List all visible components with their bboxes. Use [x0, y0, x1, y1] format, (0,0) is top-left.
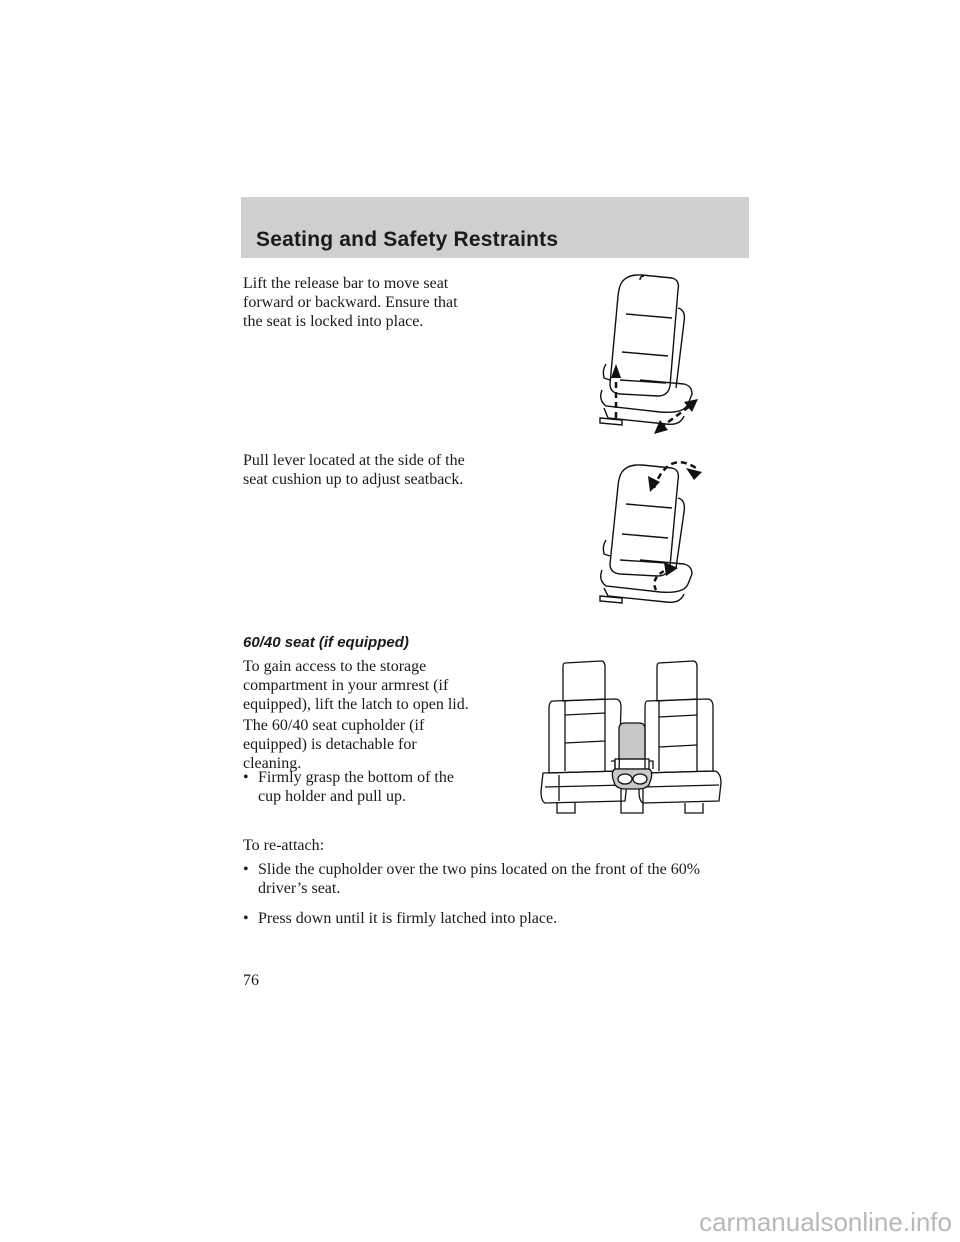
seat-fore-aft-illustration: [580, 268, 700, 438]
paragraph-release-bar: [243, 274, 458, 331]
bullet-marker: •: [243, 910, 249, 927]
paragraph-recline-lever: [243, 451, 465, 489]
text-line: equipped), lift the latch to open lid.: [243, 696, 469, 713]
bullet-marker: •: [243, 769, 249, 786]
text-line: The 60/40 seat cupholder (if: [243, 717, 425, 734]
paragraph-reattach: To re-attach:: [243, 837, 325, 854]
subheading-60-40-seat: 60/40 seat (if equipped): [243, 634, 409, 651]
bench-60-40-illustration: [535, 655, 725, 820]
text-line: cup holder and pull up.: [258, 788, 406, 805]
bullet-text: [258, 860, 700, 898]
text-line: forward or backward. Ensure that: [243, 294, 458, 311]
bullet-text: [258, 768, 454, 806]
text-line: cleaning.: [243, 755, 302, 772]
text-line: Slide the cupholder over the two pins located on the front of the 60%: [258, 861, 701, 878]
bullet-marker: •: [243, 861, 249, 878]
text-line: the seat is locked into place.: [243, 313, 424, 330]
text-line: seat cushion up to adjust seatback.: [243, 471, 464, 488]
bullet-item: [243, 768, 543, 808]
watermark: carmanualsonline.info: [699, 1207, 952, 1237]
bullet-text: Press down until it is firmly latched into place.: [258, 910, 558, 927]
paragraph-cupholder-detachable: [243, 716, 424, 773]
text-line: Lift the release bar to move seat: [243, 275, 449, 292]
paragraph-armrest-storage: [243, 657, 469, 714]
text-line: compartment in your armrest (if: [243, 677, 449, 694]
text-line: To gain access to the storage: [243, 658, 427, 675]
page-number: 76: [243, 972, 259, 989]
text-line: equipped) is detachable for: [243, 736, 417, 753]
bullet-item: [243, 909, 763, 929]
text-line: driver’s seat.: [258, 880, 341, 897]
section-title: Seating and Safety Restraints: [256, 228, 559, 251]
text-line: Firmly grasp the bottom of the: [258, 769, 454, 786]
bullet-item: [243, 860, 763, 900]
section-header-band: [241, 197, 749, 258]
seat-recline-illustration: [580, 448, 710, 613]
text-line: Pull lever located at the side of the: [243, 452, 465, 469]
